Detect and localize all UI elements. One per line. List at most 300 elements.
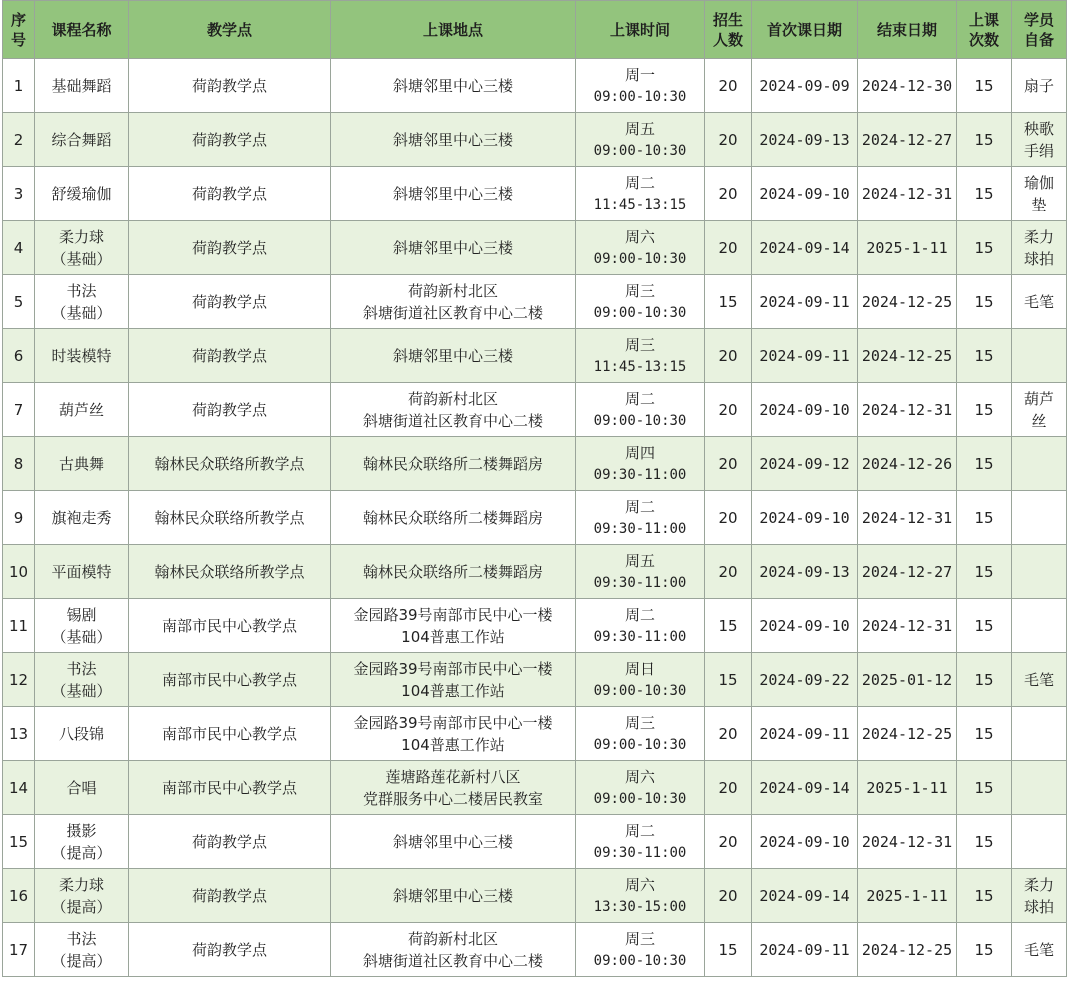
cell-time xyxy=(576,59,705,113)
cell-time xyxy=(576,167,705,221)
course-name-line: 锡剧 xyxy=(66,605,97,624)
location-line: 斜塘邻里中心三楼 xyxy=(392,238,513,257)
header-count xyxy=(957,1,1012,59)
cell-seq: 14 xyxy=(3,761,35,815)
cell-course xyxy=(35,653,129,707)
cell-venue: 南部市民中心教学点 xyxy=(129,653,331,707)
cell-seq: 4 xyxy=(3,221,35,275)
cell-bring xyxy=(1012,59,1067,113)
cell-location xyxy=(331,707,576,761)
cell-location xyxy=(331,653,576,707)
bring-item-line: 柔力 xyxy=(1023,227,1054,246)
cell-enroll: 20 xyxy=(705,59,752,113)
course-name-line: 基础舞蹈 xyxy=(51,76,112,95)
cell-end-date: 2024-12-31 xyxy=(858,383,957,437)
cell-seq: 8 xyxy=(3,437,35,491)
course-schedule-table xyxy=(2,0,1067,977)
location-line: 金园路39号南部市民中心一楼 xyxy=(353,713,553,732)
header-enroll xyxy=(705,1,752,59)
cell-first-date: 2024-09-10 xyxy=(752,491,858,545)
cell-bring xyxy=(1012,275,1067,329)
cell-first-date: 2024-09-09 xyxy=(752,59,858,113)
cell-first-date: 2024-09-10 xyxy=(752,383,858,437)
cell-enroll: 20 xyxy=(705,113,752,167)
table-row xyxy=(3,275,1067,329)
bring-item-line: 秧歌 xyxy=(1023,119,1054,138)
cell-course xyxy=(35,599,129,653)
cell-first-date: 2024-09-14 xyxy=(752,761,858,815)
cell-venue: 南部市民中心教学点 xyxy=(129,707,331,761)
time-day: 周二 xyxy=(624,605,655,624)
cell-enroll: 15 xyxy=(705,275,752,329)
cell-bring xyxy=(1012,707,1067,761)
cell-enroll: 20 xyxy=(705,221,752,275)
cell-time xyxy=(576,815,705,869)
cell-course xyxy=(35,491,129,545)
cell-count: 15 xyxy=(957,221,1012,275)
course-name-line: 时装模特 xyxy=(51,346,112,365)
cell-time xyxy=(576,869,705,923)
cell-seq: 1 xyxy=(3,59,35,113)
cell-count: 15 xyxy=(957,383,1012,437)
cell-bring xyxy=(1012,869,1067,923)
location-line: 党群服务中心二楼居民教室 xyxy=(362,789,543,808)
cell-count: 15 xyxy=(957,167,1012,221)
cell-venue: 荷韵教学点 xyxy=(129,113,331,167)
location-line: 金园路39号南部市民中心一楼 xyxy=(353,605,553,624)
location-line: 104普惠工作站 xyxy=(401,735,505,754)
bring-item-line: 球拍 xyxy=(1023,897,1054,916)
header-time: 上课时间 xyxy=(576,1,705,59)
cell-location xyxy=(331,761,576,815)
cell-location xyxy=(331,437,576,491)
cell-time xyxy=(576,275,705,329)
cell-course xyxy=(35,545,129,599)
cell-end-date: 2024-12-31 xyxy=(858,599,957,653)
cell-bring xyxy=(1012,653,1067,707)
bring-item-line: 毛笔 xyxy=(1023,670,1054,689)
course-name-line: 葫芦丝 xyxy=(58,400,104,419)
cell-first-date: 2024-09-11 xyxy=(752,275,858,329)
time-day: 周四 xyxy=(624,443,655,462)
cell-bring xyxy=(1012,167,1067,221)
header-bring xyxy=(1012,1,1067,59)
cell-venue: 荷韵教学点 xyxy=(129,59,331,113)
cell-time xyxy=(576,437,705,491)
time-hours: 09:00-10:30 xyxy=(593,142,687,159)
cell-bring xyxy=(1012,491,1067,545)
location-line: 斜塘街道社区教育中心二楼 xyxy=(362,951,543,970)
time-hours: 09:30-11:00 xyxy=(593,466,687,483)
time-day: 周五 xyxy=(624,551,655,570)
bring-item-line: 葫芦 xyxy=(1023,389,1054,408)
cell-course xyxy=(35,113,129,167)
cell-end-date: 2024-12-25 xyxy=(858,707,957,761)
time-day: 周三 xyxy=(624,713,655,732)
header-seq-line: 号 xyxy=(10,30,26,49)
bring-item-line: 瑜伽 xyxy=(1023,173,1054,192)
cell-time xyxy=(576,329,705,383)
course-name-line: 综合舞蹈 xyxy=(51,130,112,149)
time-hours: 09:00-10:30 xyxy=(593,952,687,969)
cell-bring xyxy=(1012,437,1067,491)
time-day: 周六 xyxy=(624,875,655,894)
cell-course xyxy=(35,815,129,869)
header-bring-line: 自备 xyxy=(1023,30,1054,49)
cell-time xyxy=(576,545,705,599)
cell-first-date: 2024-09-11 xyxy=(752,707,858,761)
cell-seq: 12 xyxy=(3,653,35,707)
bring-item-line: 手绢 xyxy=(1023,141,1054,160)
location-line: 斜塘街道社区教育中心二楼 xyxy=(362,411,543,430)
time-hours: 09:00-10:30 xyxy=(593,250,687,267)
cell-location xyxy=(331,545,576,599)
cell-location xyxy=(331,59,576,113)
cell-venue: 荷韵教学点 xyxy=(129,167,331,221)
cell-end-date: 2025-1-11 xyxy=(858,869,957,923)
time-day: 周二 xyxy=(624,821,655,840)
location-line: 斜塘邻里中心三楼 xyxy=(392,184,513,203)
cell-end-date: 2025-1-11 xyxy=(858,221,957,275)
time-day: 周二 xyxy=(624,173,655,192)
cell-count: 15 xyxy=(957,275,1012,329)
cell-first-date: 2024-09-10 xyxy=(752,599,858,653)
table-row xyxy=(3,437,1067,491)
cell-enroll: 20 xyxy=(705,761,752,815)
cell-venue: 南部市民中心教学点 xyxy=(129,761,331,815)
cell-end-date: 2024-12-25 xyxy=(858,923,957,977)
cell-time xyxy=(576,491,705,545)
course-name-line: 柔力球 xyxy=(58,227,104,246)
location-line: 金园路39号南部市民中心一楼 xyxy=(353,659,553,678)
location-line: 翰林民众联络所二楼舞蹈房 xyxy=(362,508,543,527)
time-hours: 09:30-11:00 xyxy=(593,574,687,591)
cell-enroll: 20 xyxy=(705,329,752,383)
course-name-line: 柔力球 xyxy=(58,875,104,894)
cell-seq: 16 xyxy=(3,869,35,923)
cell-end-date: 2024-12-31 xyxy=(858,167,957,221)
table-body xyxy=(3,59,1067,977)
cell-seq: 17 xyxy=(3,923,35,977)
cell-first-date: 2024-09-13 xyxy=(752,113,858,167)
cell-count: 15 xyxy=(957,329,1012,383)
cell-location xyxy=(331,869,576,923)
cell-time xyxy=(576,599,705,653)
cell-count: 15 xyxy=(957,653,1012,707)
location-line: 斜塘邻里中心三楼 xyxy=(392,832,513,851)
cell-enroll: 15 xyxy=(705,653,752,707)
time-hours: 13:30-15:00 xyxy=(593,898,687,915)
header-end-date: 结束日期 xyxy=(858,1,957,59)
header-enroll-line: 招生 xyxy=(712,10,743,29)
table-row xyxy=(3,923,1067,977)
cell-count: 15 xyxy=(957,869,1012,923)
cell-course xyxy=(35,167,129,221)
location-line: 104普惠工作站 xyxy=(401,681,505,700)
course-name-line: 书法 xyxy=(66,281,97,300)
cell-location xyxy=(331,275,576,329)
course-name-line: （基础） xyxy=(51,249,112,268)
time-day: 周三 xyxy=(624,335,655,354)
table-row xyxy=(3,383,1067,437)
time-hours: 11:45-13:15 xyxy=(593,358,687,375)
cell-first-date: 2024-09-22 xyxy=(752,653,858,707)
cell-first-date: 2024-09-11 xyxy=(752,923,858,977)
location-line: 翰林民众联络所二楼舞蹈房 xyxy=(362,454,543,473)
time-day: 周二 xyxy=(624,497,655,516)
table-row xyxy=(3,815,1067,869)
course-name-line: （提高） xyxy=(51,843,112,862)
time-day: 周二 xyxy=(624,389,655,408)
table-row xyxy=(3,707,1067,761)
cell-bring xyxy=(1012,923,1067,977)
course-name-line: 平面模特 xyxy=(51,562,112,581)
table-row xyxy=(3,653,1067,707)
header-course: 课程名称 xyxy=(35,1,129,59)
cell-end-date: 2025-01-12 xyxy=(858,653,957,707)
location-line: 荷韵新村北区 xyxy=(407,389,498,408)
cell-location xyxy=(331,329,576,383)
cell-count: 15 xyxy=(957,815,1012,869)
cell-bring xyxy=(1012,221,1067,275)
header-count-line: 上课 xyxy=(968,10,999,29)
table-row xyxy=(3,869,1067,923)
cell-bring xyxy=(1012,383,1067,437)
cell-bring xyxy=(1012,113,1067,167)
table-row xyxy=(3,329,1067,383)
cell-end-date: 2024-12-31 xyxy=(858,815,957,869)
course-name-line: （提高） xyxy=(51,951,112,970)
location-line: 斜塘邻里中心三楼 xyxy=(392,346,513,365)
table-row xyxy=(3,599,1067,653)
cell-count: 15 xyxy=(957,599,1012,653)
cell-venue: 翰林民众联络所教学点 xyxy=(129,545,331,599)
cell-seq: 9 xyxy=(3,491,35,545)
header-row xyxy=(3,1,1067,59)
time-day: 周一 xyxy=(624,65,655,84)
course-name-line: （基础） xyxy=(51,303,112,322)
location-line: 104普惠工作站 xyxy=(401,627,505,646)
cell-count: 15 xyxy=(957,437,1012,491)
table-row xyxy=(3,491,1067,545)
cell-seq: 11 xyxy=(3,599,35,653)
cell-course xyxy=(35,869,129,923)
cell-venue: 荷韵教学点 xyxy=(129,329,331,383)
time-hours: 09:30-11:00 xyxy=(593,844,687,861)
course-name-line: 书法 xyxy=(66,929,97,948)
location-line: 翰林民众联络所二楼舞蹈房 xyxy=(362,562,543,581)
cell-enroll: 20 xyxy=(705,167,752,221)
header-first-date: 首次课日期 xyxy=(752,1,858,59)
course-name-line: 摄影 xyxy=(66,821,97,840)
cell-time xyxy=(576,221,705,275)
cell-venue: 荷韵教学点 xyxy=(129,221,331,275)
time-hours: 09:00-10:30 xyxy=(593,682,687,699)
time-day: 周三 xyxy=(624,281,655,300)
cell-location xyxy=(331,221,576,275)
location-line: 斜塘邻里中心三楼 xyxy=(392,886,513,905)
cell-location xyxy=(331,815,576,869)
header-location: 上课地点 xyxy=(331,1,576,59)
cell-count: 15 xyxy=(957,707,1012,761)
cell-course xyxy=(35,923,129,977)
cell-course xyxy=(35,329,129,383)
cell-course xyxy=(35,707,129,761)
cell-enroll: 20 xyxy=(705,491,752,545)
cell-bring xyxy=(1012,599,1067,653)
cell-location xyxy=(331,923,576,977)
cell-time xyxy=(576,383,705,437)
cell-venue: 荷韵教学点 xyxy=(129,923,331,977)
cell-venue: 荷韵教学点 xyxy=(129,275,331,329)
time-day: 周六 xyxy=(624,767,655,786)
cell-enroll: 20 xyxy=(705,545,752,599)
cell-enroll: 20 xyxy=(705,707,752,761)
cell-enroll: 15 xyxy=(705,923,752,977)
cell-first-date: 2024-09-10 xyxy=(752,815,858,869)
table-header xyxy=(3,1,1067,59)
time-hours: 09:30-11:00 xyxy=(593,520,687,537)
cell-seq: 10 xyxy=(3,545,35,599)
cell-location xyxy=(331,113,576,167)
table-row xyxy=(3,761,1067,815)
bring-item-line: 毛笔 xyxy=(1023,940,1054,959)
time-hours: 09:00-10:30 xyxy=(593,790,687,807)
cell-location xyxy=(331,491,576,545)
cell-first-date: 2024-09-14 xyxy=(752,221,858,275)
cell-course xyxy=(35,221,129,275)
cell-end-date: 2024-12-30 xyxy=(858,59,957,113)
table-row xyxy=(3,167,1067,221)
table-row xyxy=(3,59,1067,113)
cell-end-date: 2024-12-27 xyxy=(858,545,957,599)
location-line: 莲塘路莲花新村八区 xyxy=(385,767,521,786)
course-name-line: （基础） xyxy=(51,681,112,700)
course-name-line: （提高） xyxy=(51,897,112,916)
time-hours: 09:00-10:30 xyxy=(593,88,687,105)
cell-enroll: 20 xyxy=(705,815,752,869)
cell-venue: 荷韵教学点 xyxy=(129,869,331,923)
cell-time xyxy=(576,707,705,761)
cell-end-date: 2024-12-27 xyxy=(858,113,957,167)
course-name-line: 书法 xyxy=(66,659,97,678)
time-hours: 11:45-13:15 xyxy=(593,196,687,213)
bring-item-line: 扇子 xyxy=(1023,76,1054,95)
bring-item-line: 丝 xyxy=(1031,411,1047,430)
cell-enroll: 20 xyxy=(705,437,752,491)
cell-first-date: 2024-09-13 xyxy=(752,545,858,599)
cell-venue: 翰林民众联络所教学点 xyxy=(129,491,331,545)
course-name-line: 旗袍走秀 xyxy=(51,508,112,527)
course-name-line: 舒缓瑜伽 xyxy=(51,184,112,203)
cell-enroll: 20 xyxy=(705,383,752,437)
cell-bring xyxy=(1012,815,1067,869)
header-count-line: 次数 xyxy=(968,30,999,49)
cell-time xyxy=(576,923,705,977)
cell-location xyxy=(331,599,576,653)
cell-course xyxy=(35,761,129,815)
location-line: 斜塘邻里中心三楼 xyxy=(392,76,513,95)
course-name-line: 古典舞 xyxy=(58,454,104,473)
cell-course xyxy=(35,59,129,113)
course-name-line: 八段锦 xyxy=(58,724,104,743)
location-line: 斜塘街道社区教育中心二楼 xyxy=(362,303,543,322)
cell-course xyxy=(35,383,129,437)
cell-seq: 5 xyxy=(3,275,35,329)
cell-enroll: 15 xyxy=(705,599,752,653)
table-row xyxy=(3,113,1067,167)
cell-count: 15 xyxy=(957,761,1012,815)
cell-first-date: 2024-09-10 xyxy=(752,167,858,221)
time-day: 周五 xyxy=(624,119,655,138)
time-day: 周三 xyxy=(624,929,655,948)
cell-first-date: 2024-09-11 xyxy=(752,329,858,383)
location-line: 荷韵新村北区 xyxy=(407,281,498,300)
cell-enroll: 20 xyxy=(705,869,752,923)
location-line: 荷韵新村北区 xyxy=(407,929,498,948)
time-hours: 09:30-11:00 xyxy=(593,628,687,645)
time-hours: 09:00-10:30 xyxy=(593,412,687,429)
bring-item-line: 球拍 xyxy=(1023,249,1054,268)
cell-end-date: 2025-1-11 xyxy=(858,761,957,815)
cell-course xyxy=(35,275,129,329)
time-day: 周六 xyxy=(624,227,655,246)
cell-venue: 荷韵教学点 xyxy=(129,815,331,869)
time-hours: 09:00-10:30 xyxy=(593,304,687,321)
cell-count: 15 xyxy=(957,59,1012,113)
header-seq xyxy=(3,1,35,59)
cell-end-date: 2024-12-26 xyxy=(858,437,957,491)
cell-end-date: 2024-12-25 xyxy=(858,275,957,329)
cell-first-date: 2024-09-12 xyxy=(752,437,858,491)
time-hours: 09:00-10:30 xyxy=(593,736,687,753)
header-venue: 教学点 xyxy=(129,1,331,59)
cell-course xyxy=(35,437,129,491)
cell-seq: 15 xyxy=(3,815,35,869)
header-bring-line: 学员 xyxy=(1023,10,1054,29)
course-name-line: 合唱 xyxy=(66,778,97,797)
cell-count: 15 xyxy=(957,491,1012,545)
cell-bring xyxy=(1012,329,1067,383)
course-name-line: （基础） xyxy=(51,627,112,646)
cell-end-date: 2024-12-31 xyxy=(858,491,957,545)
cell-location xyxy=(331,383,576,437)
cell-seq: 6 xyxy=(3,329,35,383)
cell-first-date: 2024-09-14 xyxy=(752,869,858,923)
cell-time xyxy=(576,653,705,707)
header-seq-line: 序 xyxy=(10,10,26,29)
cell-seq: 3 xyxy=(3,167,35,221)
cell-end-date: 2024-12-25 xyxy=(858,329,957,383)
bring-item-line: 柔力 xyxy=(1023,875,1054,894)
cell-seq: 2 xyxy=(3,113,35,167)
cell-seq: 7 xyxy=(3,383,35,437)
bring-item-line: 毛笔 xyxy=(1023,292,1054,311)
cell-venue: 荷韵教学点 xyxy=(129,383,331,437)
cell-bring xyxy=(1012,545,1067,599)
cell-seq: 13 xyxy=(3,707,35,761)
cell-time xyxy=(576,113,705,167)
time-day: 周日 xyxy=(624,659,655,678)
table-row xyxy=(3,545,1067,599)
cell-time xyxy=(576,761,705,815)
header-enroll-line: 人数 xyxy=(712,30,743,49)
location-line: 斜塘邻里中心三楼 xyxy=(392,130,513,149)
bring-item-line: 垫 xyxy=(1031,195,1047,214)
table-row xyxy=(3,221,1067,275)
cell-count: 15 xyxy=(957,923,1012,977)
cell-venue: 南部市民中心教学点 xyxy=(129,599,331,653)
